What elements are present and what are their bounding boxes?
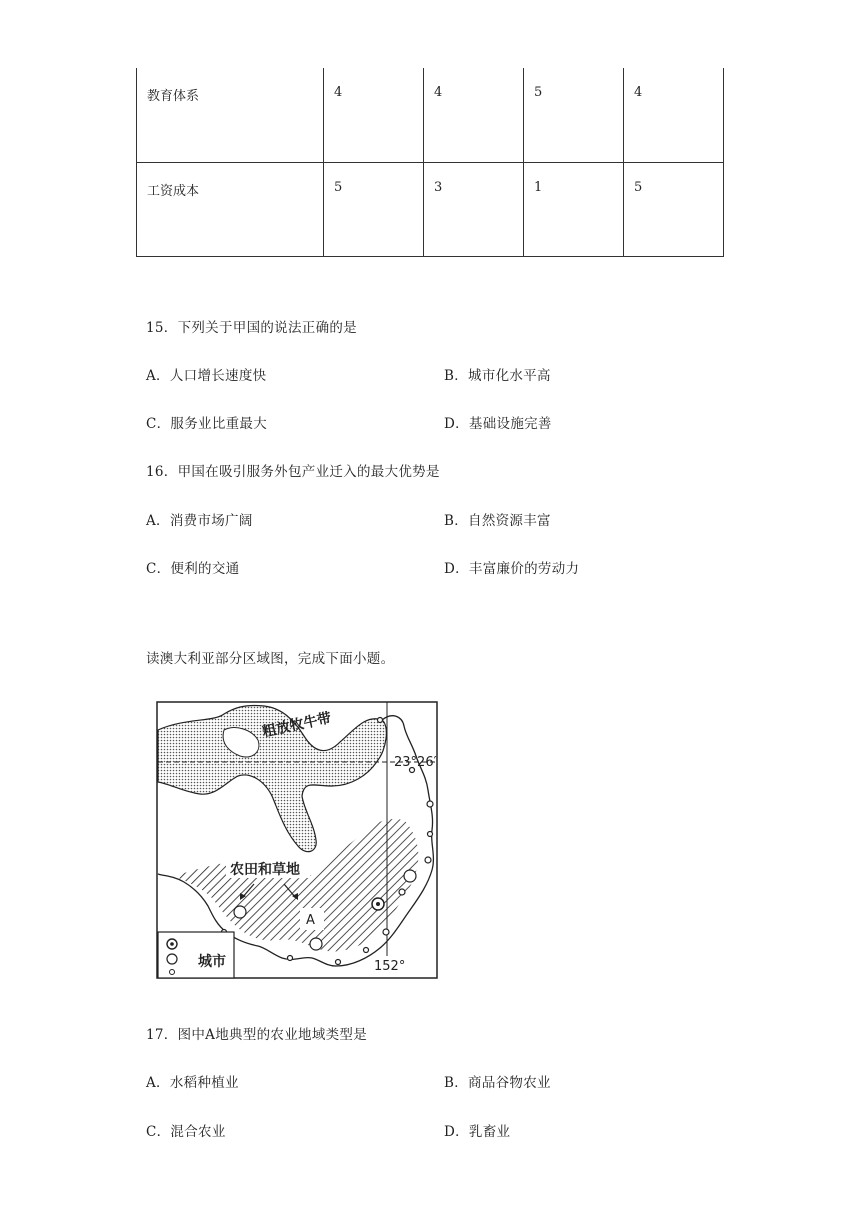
capital-city-dot bbox=[376, 902, 380, 906]
row-label: 教育体系 bbox=[137, 68, 324, 163]
table-cell: 1 bbox=[524, 163, 624, 257]
table-cell: 5 bbox=[524, 68, 624, 163]
question-16-option-a[interactable]: A．消费市场广阔 bbox=[146, 513, 253, 529]
farmland-label: 农田和草地 bbox=[230, 862, 300, 878]
table-row bbox=[137, 68, 724, 163]
table-row bbox=[137, 163, 724, 257]
point-a-label: A bbox=[306, 913, 315, 928]
question-15-option-c[interactable]: C．服务业比重最大 bbox=[146, 416, 268, 432]
australia-region-map bbox=[154, 700, 440, 980]
table-cell: 4 bbox=[324, 68, 424, 163]
legend-city-icon bbox=[167, 954, 177, 964]
table-cell: 5 bbox=[324, 163, 424, 257]
table-cell: 5 bbox=[624, 163, 724, 257]
question-17-option-a[interactable]: A．水稻种植业 bbox=[146, 1075, 239, 1091]
question-15-option-a[interactable]: A．人口增长速度快 bbox=[146, 368, 267, 384]
data-table-fragment bbox=[136, 68, 724, 257]
question-16-option-d[interactable]: D．丰富廉价的劳动力 bbox=[444, 561, 580, 577]
question-17-option-d[interactable]: D．乳畜业 bbox=[444, 1124, 511, 1140]
legend-capital-dot bbox=[170, 942, 174, 946]
question-17-option-b[interactable]: B．商品谷物农业 bbox=[444, 1075, 551, 1091]
grazing-belt-label: 粗放牧牛带 bbox=[261, 710, 333, 741]
question-15-stem: 15．下列关于甲国的说法正确的是 bbox=[146, 320, 357, 336]
row-label: 工资成本 bbox=[137, 163, 324, 257]
question-16-option-c[interactable]: C．便利的交通 bbox=[146, 561, 240, 577]
table-cell: 4 bbox=[624, 68, 724, 163]
latitude-label: 23°26′ bbox=[394, 755, 437, 770]
question-15-option-d[interactable]: D．基础设施完善 bbox=[444, 416, 552, 432]
table-cell: 4 bbox=[424, 68, 524, 163]
question-16-option-b[interactable]: B．自然资源丰富 bbox=[444, 513, 551, 529]
map-intro-text: 读澳大利亚部分区域图，完成下面小题。 bbox=[146, 651, 395, 667]
longitude-label: 152° bbox=[374, 959, 406, 974]
question-17-option-c[interactable]: C．混合农业 bbox=[146, 1124, 226, 1140]
legend-town-icon bbox=[170, 970, 175, 975]
question-17-stem: 17．图中A地典型的农业地域类型是 bbox=[146, 1027, 368, 1043]
question-16-stem: 16．甲国在吸引服务外包产业迁入的最大优势是 bbox=[146, 464, 440, 480]
legend-city-label: 城市 bbox=[198, 954, 226, 970]
table-cell: 3 bbox=[424, 163, 524, 257]
question-15-option-b[interactable]: B．城市化水平高 bbox=[444, 368, 551, 384]
